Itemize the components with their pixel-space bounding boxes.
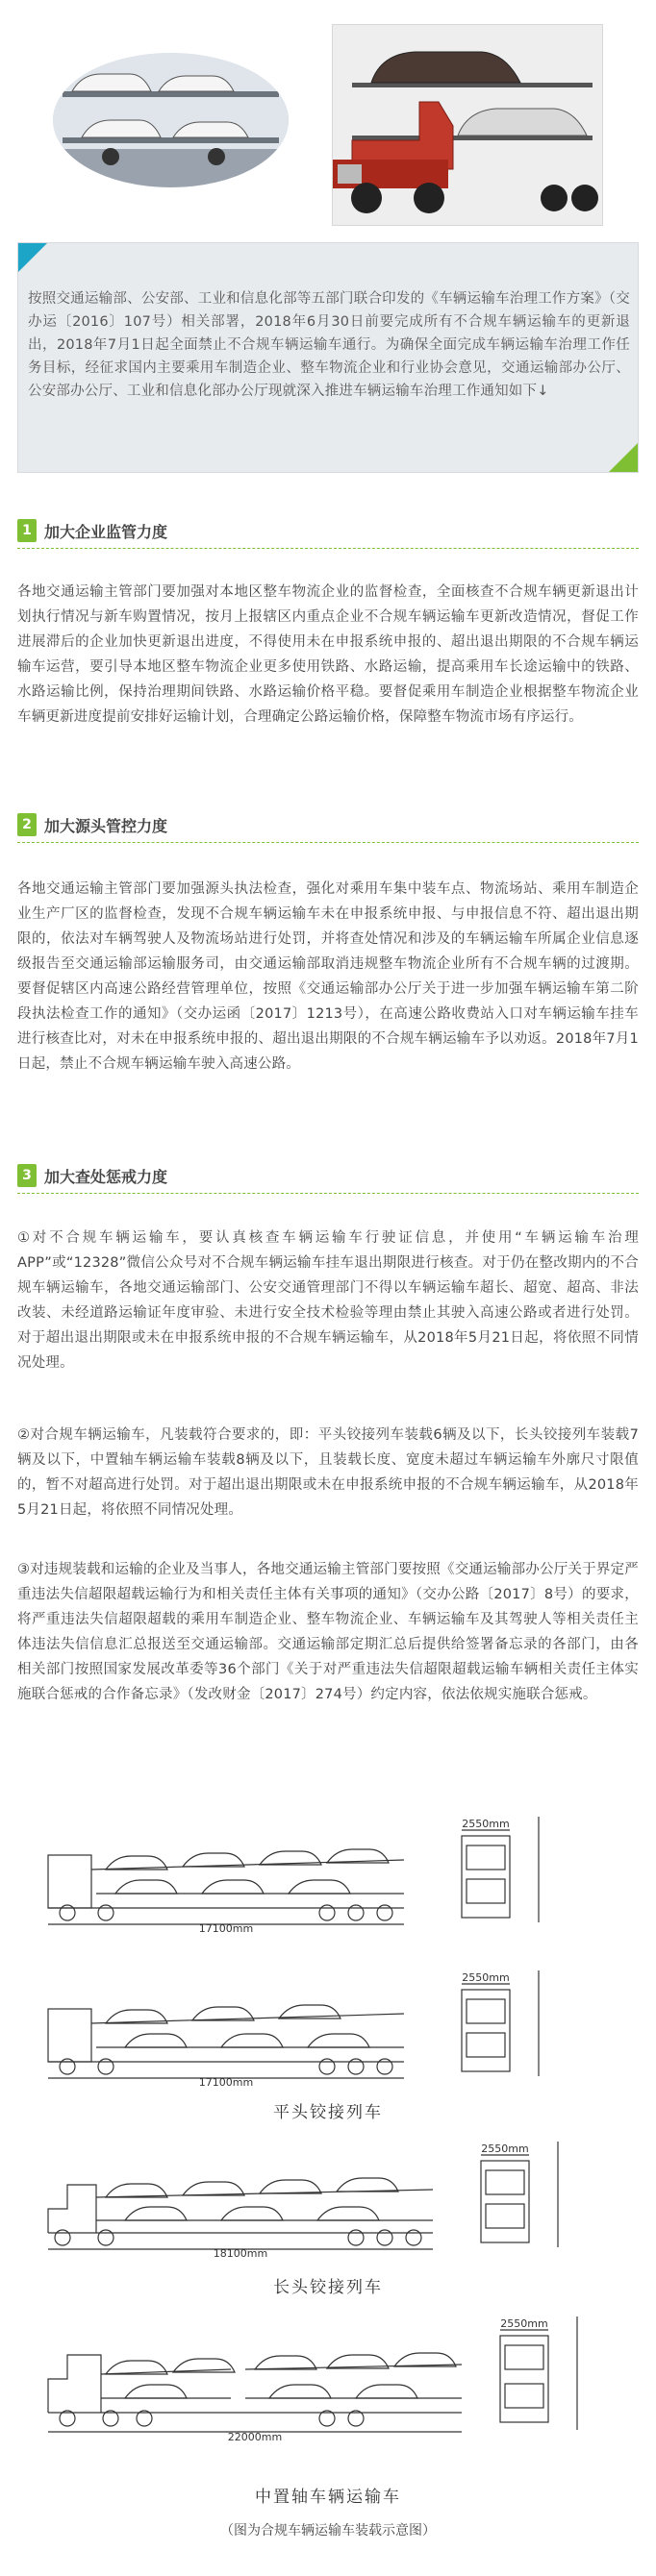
section-divider bbox=[17, 548, 639, 549]
flat-head-caption: 平头铰接列车 bbox=[273, 2103, 383, 2122]
section-3-paragraph-3: ③对违规装载和运输的企业及当事人，各地交通运输主管部门要按照《交通运输部办公厅关于界定严重违法失信超限超载运输行为和相关责任主体有关事项的通知》（交办公路〔2017〕8号）的要求，将严重违法失信超限超载的乘用车制造企业、整车物流企业、车辆运输车及其驾驶人等相关责任主体违法失信信息汇总报送至交通运输部。交通运输部定期汇总后提供给签署备忘录的各部门，由各相关部门按照国家发展改革委等36个部门《关于对严重违法失信超限超载运输车辆相关责任主体实施联合惩戒的合作备忘录》（发改财金〔2017〕274号）约定内容，依法依规实施联合惩戒。 bbox=[17, 1562, 639, 1702]
section-number: 2 bbox=[17, 813, 37, 836]
flat-head-width-label-2: 2550mm bbox=[462, 1971, 510, 1984]
flat-head-diagram-top bbox=[38, 1817, 616, 1932]
long-head-length-label: 18100mm bbox=[213, 2247, 268, 2257]
section-number: 1 bbox=[17, 519, 37, 542]
section-1-paragraph: 各地交通运输主管部门要加强对本地区整车物流企业的监督检查，全面核查不合规车辆更新退出计划执行情况与新车购置情况，按月上报辖区内重点企业不合规车辆运输车更新改造情况，督促工作进展滞后的企业加快更新退出进度，不得使用未在申报系统申报的、超出退出期限的不合规车辆运输车运营，要引导本地区整车物流企业更多使用铁路、水路运输，提高乘用车长途运输中的铁路、水路运输比例，保持治理期间铁路、水路运输价格平稳。要督促乘用车制造企业根据整车物流企业车辆更新进度提前安排好运输计划，合理确定公路运输价格，保障整车物流市场有序运行。 bbox=[17, 584, 639, 725]
long-head-caption: 长头铰接列车 bbox=[273, 2278, 383, 2297]
section-3-header bbox=[17, 1161, 167, 1190]
section-1-header bbox=[17, 516, 167, 545]
section-number: 3 bbox=[17, 1164, 37, 1187]
flat-head-length-label-2: 17100mm bbox=[198, 2076, 254, 2086]
center-axle-caption: 中置轴车辆运输车 bbox=[255, 2488, 401, 2507]
flat-head-length-label: 17100mm bbox=[198, 1922, 254, 1932]
flat-head-diagram-bottom bbox=[38, 1970, 616, 2086]
section-title: 加大企业监管力度 bbox=[44, 522, 168, 541]
diagram-footnote: （图为合规车辆运输车装载示意图） bbox=[220, 2523, 436, 2539]
section-title: 加大查处惩戒力度 bbox=[44, 1167, 168, 1186]
long-head-diagram bbox=[38, 2142, 616, 2257]
long-head-width-label: 2550mm bbox=[481, 2143, 529, 2155]
section-title: 加大源头管控力度 bbox=[44, 816, 168, 835]
section-divider bbox=[17, 842, 639, 843]
intro-corner-green bbox=[609, 443, 638, 472]
intro-box bbox=[17, 242, 639, 473]
red-truck-carrier-photo bbox=[332, 24, 603, 226]
section-3-paragraph-1: ①对不合规车辆运输车，要认真核查车辆运输车行驶证信息，并使用“车辆运输车治理APP”或“12328”微信公众号对不合规车辆运输车挂车退出期限进行核查。对于仍在整改期内的不合规车辆运输车，各地交通运输部门、公安交通管理部门不得以车辆运输车超长、超宽、超高、非法改装、未经道路运输证年度审验、未进行安全技术检验等理由禁止其驶入高速公路或者进行处罚。对于超出退出期限或未在申报系统申报的不合规车辆运输车，从2018年5月21日起，将依照不同情况处理。 bbox=[17, 1230, 639, 1371]
section-2-header bbox=[17, 810, 167, 839]
section-2-paragraph: 各地交通运输主管部门要加强源头执法检查，强化对乘用车集中装车点、物流场站、乘用车制造企业生产厂区的监督检查，发现不合规车辆运输车未在申报系统申报、与申报信息不符、超出退出期限的，依法对车辆驾驶人及物流场站进行处罚，并将查处情况和涉及的车辆运输车所属企业信息逐级报告至交通运输部运输服务司，由交通运输部取消违规整车物流企业所有不合规车辆的过渡期。要督促辖区内高速公路经营管理单位，按照《交通运输部办公厅关于进一步加强车辆运输车第二阶段执法检查工作的通知》（交办运函〔2017〕1213号），在高速公路收费站入口对车辆运输车挂车进行核查比对，对未在申报系统申报的、超出退出期限的不合规车辆运输车予以劝返。2018年7月1日起，禁止不合规车辆运输车驶入高速公路。 bbox=[17, 881, 639, 1072]
center-axle-width-label: 2550mm bbox=[500, 2317, 548, 2330]
section-divider bbox=[17, 1193, 639, 1194]
section-3-paragraph-2: ②对合规车辆运输车，凡装载符合要求的，即：平头铰接列车装载6辆及以下，长头铰接列车装载7辆及以下，中置轴车辆运输车装载8辆及以下，且装载长度、宽度未超过车辆运输车外廓尺寸限值的，暂不对超高进行处罚。对于超出退出期限或未在申报系统申报的不合规车辆运输车，从2018年5月21日起，将依照不同情况处理。 bbox=[17, 1427, 639, 1518]
car-carrier-photo-oval bbox=[53, 53, 289, 187]
header-photos bbox=[0, 0, 656, 240]
flat-head-width-label: 2550mm bbox=[462, 1818, 510, 1830]
center-axle-length-label: 22000mm bbox=[227, 2431, 283, 2441]
center-axle-diagram bbox=[38, 2316, 616, 2441]
intro-text: 按照交通运输部、公安部、工业和信息化部等五部门联合印发的《车辆运输车治理工作方案》（交办运〔2016〕107号）相关部署，2018年6月30日前要完成所有不合规车辆运输车的更新退出，2018年7月1日起全面禁止不合规车辆运输车通行。为确保全面完成车辆运输车治理工作任务目标，经征求国内主要乘用车制造企业、整车物流企业和行业协会意见，交通运输部办公厅、公安部办公厅、工业和信息化部办公厅现就深入推进车辆运输车治理工作通知如下↓ bbox=[28, 291, 630, 399]
intro-corner-blue bbox=[18, 243, 47, 272]
